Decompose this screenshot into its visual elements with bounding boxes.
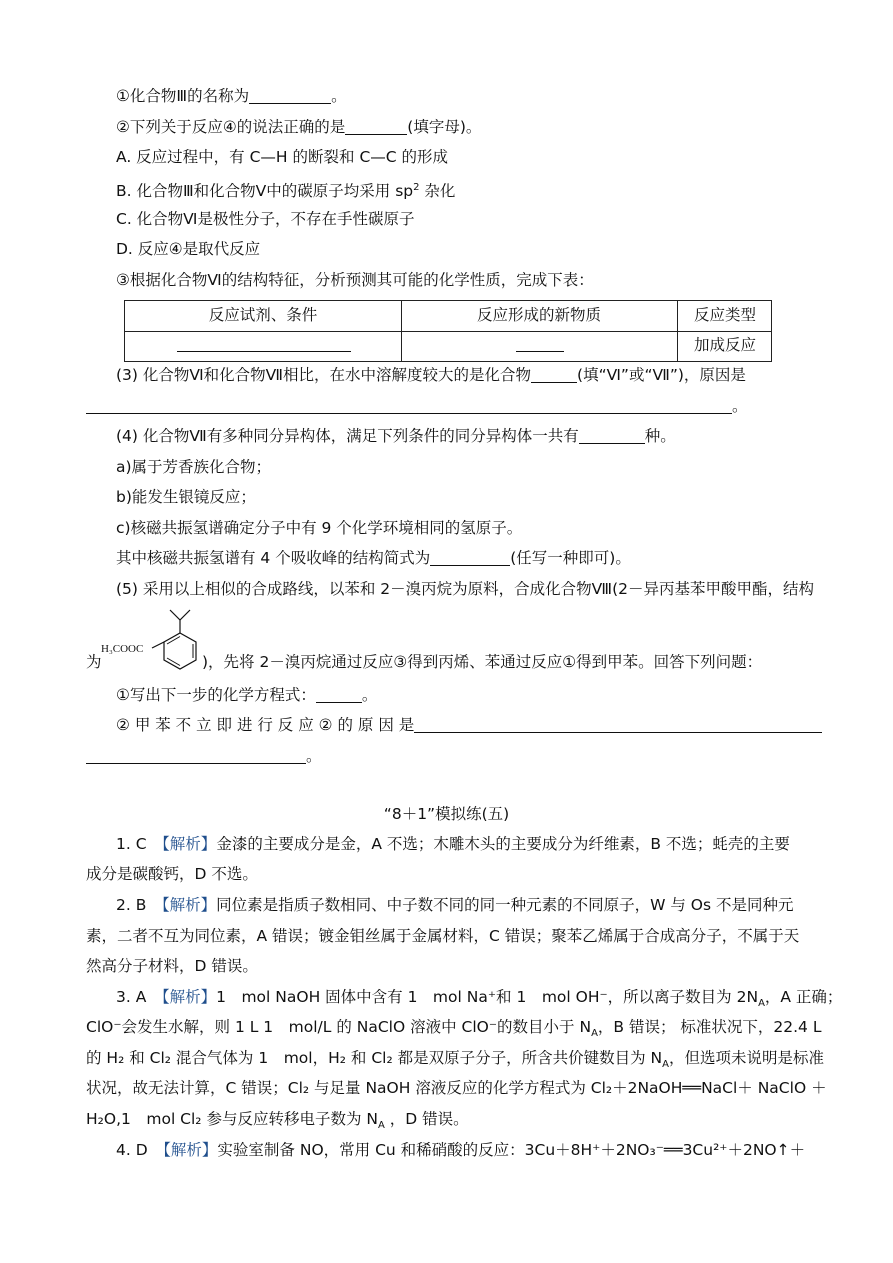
- answer-text: 实验室制备 NO，常用 Cu 和稀硝酸的反应：3Cu＋8H⁺＋2NO₃⁻══3Cu²⁺＋2NO↑＋: [217, 1141, 806, 1159]
- q3-text-end: (填“Ⅵ”或“Ⅶ”)，原因是: [577, 366, 746, 384]
- option-b-sup: 2: [413, 182, 420, 193]
- struct-label: H₃COOC: [101, 643, 144, 655]
- answer-3-line4: 状况，故无法计算，C 错误；Cl₂ 与足量 NaOH 溶液反应的化学方程式为 Cl₂＋2NaOH══NaCl＋ NaClO ＋: [86, 1079, 827, 1097]
- q3-text: (3) 化合物Ⅵ和化合物Ⅶ相比，在水中溶解度较大的是化合物: [116, 366, 532, 384]
- q5-line2: )，先将 2－溴丙烷通过反应③得到丙烯、苯通过反应①得到甲苯。回答下列问题：: [202, 653, 763, 671]
- q2-line3: ③根据化合物Ⅵ的结构特征，分析预测其可能的化学性质，完成下表：: [116, 271, 594, 289]
- analysis-tag: 【解析】: [161, 896, 217, 914]
- answer-blank: [430, 549, 510, 566]
- subscript: A: [377, 1120, 385, 1132]
- table-header-product: 反应形成的新物质: [476, 306, 601, 324]
- q5-d-text: ② 甲 苯 不 立 即 进 行 反 应 ② 的 原 因 是: [116, 716, 415, 734]
- q5-line2-pre: 为: [86, 653, 102, 671]
- answer-1-line1: [116, 834, 790, 854]
- answer-2-line2: 素，二者不互为同位素，A 错误；镀金钼丝属于金属材料，C 错误；聚苯乙烯属于合成高分子，不属于天: [86, 927, 800, 945]
- answer-2-line1: [116, 895, 794, 915]
- analysis-tag: 【解析】: [161, 988, 217, 1006]
- q5-line5: [86, 746, 322, 766]
- answer-3-line2: [86, 1017, 821, 1044]
- q4-d-text: 其中核磁共振氢谱有 4 个吸收峰的结构简式为: [116, 549, 431, 567]
- q4-cond-a: a)属于芳香族化合物；: [116, 458, 272, 476]
- subscript: A: [591, 1028, 598, 1040]
- benzene-structure-icon: [100, 604, 210, 674]
- table-header-type: 反应类型: [693, 306, 756, 324]
- answer-blank: [177, 351, 351, 352]
- answer-blank: [579, 427, 645, 444]
- answer-3-line3: [86, 1048, 824, 1075]
- reaction-table: [124, 300, 772, 362]
- q2-line1-text: ①化合物Ⅲ的名称为: [116, 87, 250, 105]
- answer-blank: [86, 397, 732, 414]
- q5-line4: [116, 715, 822, 735]
- q2-line1-end: 。: [331, 87, 347, 105]
- answer-3-line5: [86, 1109, 469, 1136]
- answer-2-line3: 然高分子材料，D 错误。: [86, 957, 258, 975]
- answer-blank: [531, 366, 577, 383]
- table-row-divider: [125, 331, 771, 332]
- answer-blank: [414, 716, 822, 733]
- q2-line2: [116, 117, 481, 137]
- answer-number: 4. D: [116, 1141, 164, 1159]
- answer-blank: [316, 686, 362, 703]
- q2-line2-end: (填字母)。: [407, 118, 482, 136]
- q4-cond-c: c)核磁共振氢谱确定分子中有 9 个化学环境相同的氢原子。: [116, 519, 523, 537]
- option-b-text: B. 化合物Ⅲ和化合物Ⅴ中的碳原子均采用 sp: [116, 182, 414, 201]
- q5-line1: (5) 采用以上相似的合成路线，以苯和 2－溴丙烷为原料，合成化合物Ⅷ(2－异丙基苯甲酸甲酯，结构: [116, 580, 814, 598]
- q2-line2-text: ②下列关于反应④的说法正确的是: [116, 118, 346, 136]
- q5-c-end: 。: [361, 686, 378, 704]
- q4-line1: [116, 426, 676, 446]
- answer-4-line1: [116, 1140, 805, 1160]
- answer-blank: [345, 118, 407, 135]
- answer-number: 1. C: [116, 835, 163, 853]
- q4-line-d: [116, 548, 631, 568]
- answer-text: 的 H₂ 和 Cl₂ 混合气体为 1 mol，H₂ 和 Cl₂ 都是双原子分子，所含共价键数目为 N: [86, 1049, 663, 1067]
- answer-text: ClO⁻会发生水解，则 1 L 1 mol/L 的 NaClO 溶液中 ClO⁻的数目小于 N: [86, 1018, 592, 1036]
- table-header-reagent: 反应试剂、条件: [208, 306, 318, 324]
- option-c: C. 化合物Ⅵ是极性分子，不存在手性碳原子: [116, 210, 415, 228]
- answer-text: ，但选项未说明是标准: [668, 1049, 824, 1067]
- answer-text: ，A 正确；: [764, 988, 843, 1006]
- answer-blank: [86, 747, 306, 764]
- answer-text: H₂O,1 mol Cl₂ 参与反应转移电子数为 N: [86, 1110, 378, 1128]
- q4-d-end: (任写一种即可)。: [510, 549, 631, 567]
- answer-text: 1 mol NaOH 固体中含有 1 mol Na⁺和 1 mol OH⁻，所以离子数目为 2N: [216, 988, 759, 1006]
- option-d: D. 反应④是取代反应: [116, 240, 261, 258]
- q3-line1: [116, 365, 746, 385]
- answer-number: 3. A: [116, 988, 162, 1006]
- q5-period: 。: [306, 747, 322, 765]
- answer-blank: [516, 351, 564, 352]
- analysis-tag: 【解析】: [163, 1141, 218, 1159]
- answer-text: ，D 错误。: [384, 1110, 469, 1128]
- q5-c-text: ①写出下一步的化学方程式：: [116, 686, 316, 704]
- subscript: A: [662, 1059, 669, 1071]
- section-title: “8＋1”模拟练(五): [383, 805, 510, 823]
- q4-text: (4) 化合物Ⅶ有多种同分异构体，满足下列条件的同分异构体一共有: [116, 427, 579, 445]
- answer-blank: [249, 87, 331, 104]
- q4-text-end: 种。: [644, 427, 676, 445]
- answer-text: 同位素是指质子数相同、中子数不同的同一种元素的不同原子，W 与 Os 不是同种元: [216, 896, 794, 914]
- answer-text: 金漆的主要成分是金，A 不选；木雕木头的主要成分为纤维素，B 不选；蚝壳的主要: [216, 835, 790, 853]
- answer-3-line1: [116, 987, 842, 1014]
- option-a: A. 反应过程中，有 C—H 的断裂和 C—C 的形成: [116, 148, 449, 166]
- q4-cond-b: b)能发生银镜反应；: [116, 488, 256, 506]
- table-cell-type: 加成反应: [693, 336, 756, 354]
- q2-line1: [116, 86, 347, 106]
- option-b: [116, 178, 455, 201]
- q3-line2: [86, 396, 748, 416]
- answer-number: 2. B: [116, 896, 162, 914]
- subscript: A: [758, 998, 765, 1010]
- q5-line3: [116, 685, 377, 705]
- q3-period: 。: [732, 397, 748, 415]
- answer-text: ，B 错误； 标准状况下，22.4 L: [597, 1018, 822, 1036]
- analysis-tag: 【解析】: [162, 835, 217, 853]
- answer-1-line2: 成分是碳酸钙，D 不选。: [86, 865, 258, 883]
- option-b-end: 杂化: [419, 182, 456, 201]
